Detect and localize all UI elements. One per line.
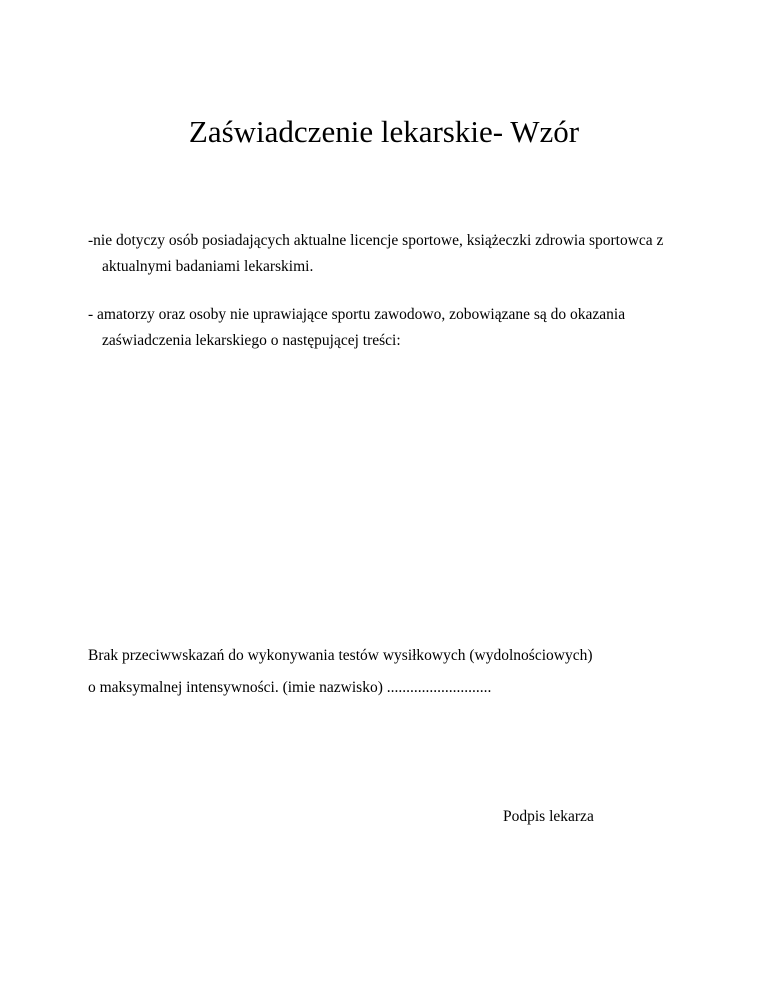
- exemption-note-line-2: aktualnymi badaniami lekarskimi.: [102, 258, 314, 275]
- requirement-note-line-2: zaświadczenia lekarskiego o następującej treści:: [102, 332, 401, 349]
- requirement-note: [88, 302, 728, 354]
- exemption-note: [88, 228, 728, 280]
- exemption-note-line-1: -nie dotyczy osób posiadających aktualne licencje sportowe, książeczki zdrowia sportowca z: [88, 232, 664, 249]
- certificate-statement-line-2: o maksymalnej intensywności. (imie nazwisko) ...........................: [88, 679, 492, 696]
- doctor-signature-label: Podpis lekarza: [503, 808, 594, 825]
- requirement-note-line-1: - amatorzy oraz osoby nie uprawiające sportu zawodowo, zobowiązane są do okazania: [88, 306, 626, 323]
- certificate-statement-line-1: Brak przeciwwskazań do wykonywania testów wysiłkowych (wydolnościowych): [88, 647, 593, 664]
- document-title: Zaświadczenie lekarskie- Wzór: [188, 114, 580, 149]
